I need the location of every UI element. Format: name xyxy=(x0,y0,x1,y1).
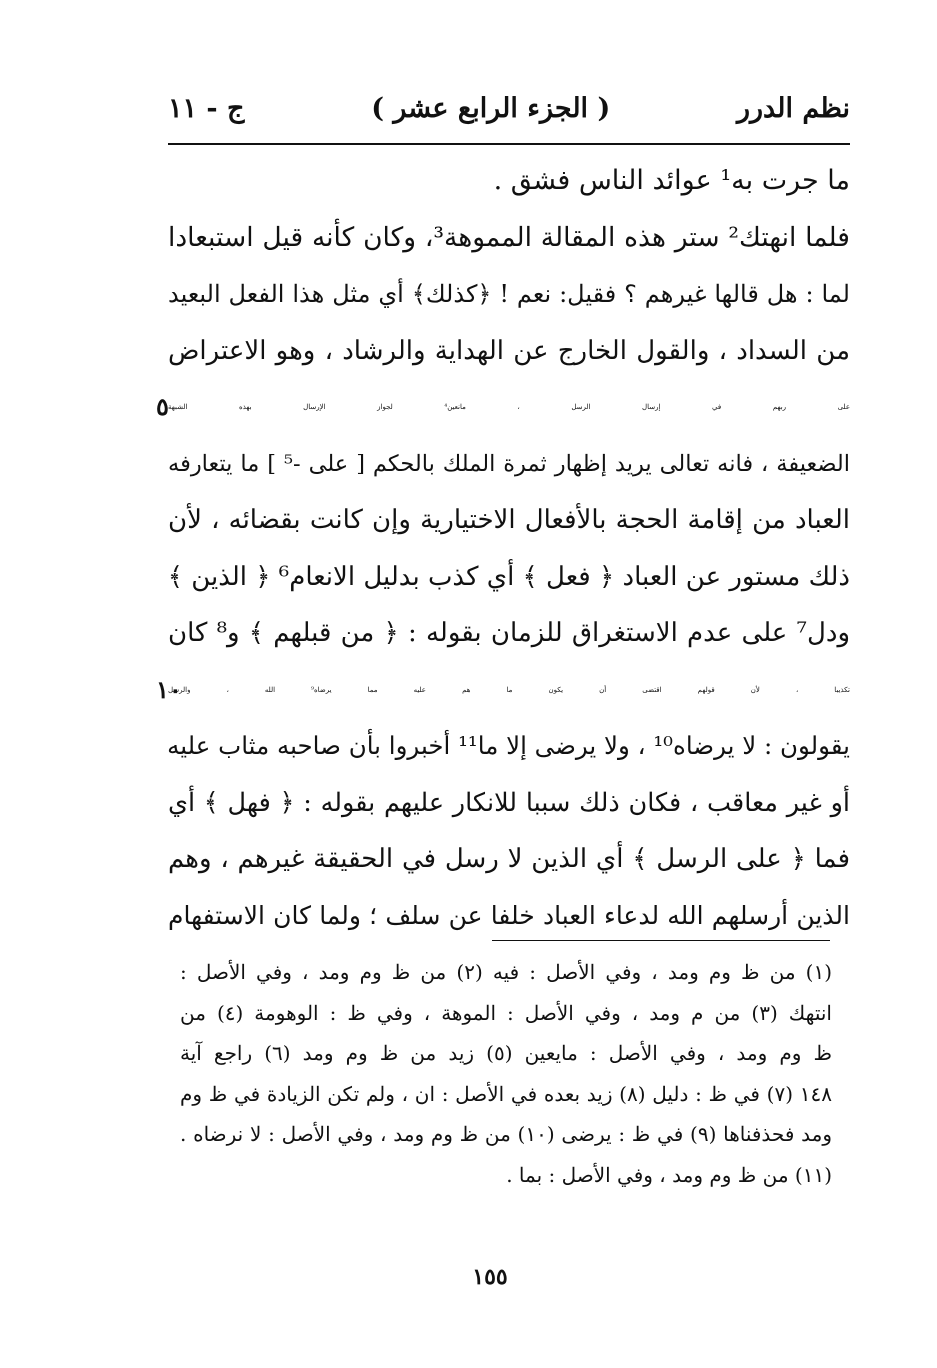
footnote-line: (١١) من ظ وم ومد ، وفي الأصل : بما . xyxy=(506,1162,832,1187)
footnote-line: ١٤٨ (٧) في ظ : دليل (٨) زيد بعده في الأصل : ان ، ولم تكن الزيادة في ظ وم xyxy=(180,1081,832,1106)
footnote-line: (١) من ظ وم ومد ، وفي الأصل : فيه (٢) من ظ وم ومد ، وفي الأصل : xyxy=(180,960,833,984)
part-label: ( الجزء الرابع عشر ) xyxy=(371,92,611,124)
footnote-divider xyxy=(492,940,830,941)
running-header xyxy=(168,86,850,130)
text-line: فما ﴿ على الرسل ﴾ أي الذين لا رسل في الحقيقة غيرهم ، وهم xyxy=(168,844,851,874)
footnote-line: انتهك (٣) من م ومد ، وفي الأصل : الموهة ، وفي ظ : الوهومة (٤) من xyxy=(180,1000,832,1025)
book-title: نظم الدرر xyxy=(736,92,850,124)
text-line: لما : هل قالها غيرهم ؟ فقيل: نعم ! ﴿كذلك﴾ أي مثل هذا الفعل البعيد xyxy=(168,280,850,308)
page-number: ١٥٥ xyxy=(472,1264,508,1290)
text-line: من السداد ، والقول الخارج عن الهداية والرشاد ، وهو الاعتراض xyxy=(168,335,850,366)
footnote-line: ومد فحذفناها (٩) في ظ : يرضى (١٠) من ظ وم ومد ، وفي الأصل : لا نرضاه . xyxy=(180,1122,833,1146)
footnote-line: ظ وم ومد ، وفي الأصل : مايعين (٥) زيد من ظ وم ومد (٦) راجع آية xyxy=(180,1041,832,1065)
text-line: يقولون : لا يرضاه¹⁰ ، ولا يرضى إلا ما¹¹ أخبروا بأن صاحبه مثاب عليه xyxy=(167,731,850,760)
line-number: ١٠ xyxy=(156,674,182,704)
header-divider xyxy=(168,143,850,145)
text-line: فلما انهتك² ستر هذه المقالة المموهة³، وكان كأنه قيل استبعادا xyxy=(168,221,850,253)
main-text xyxy=(156,153,851,944)
text-line: الذين أرسلهم الله لدعاء العباد خلفا عن سلف ؛ ولما كان الاستفهام xyxy=(168,900,850,930)
line-number: ٥ xyxy=(156,392,169,421)
text-line: على ربهم في إرسال الرسل ، مانعين⁴ لجواز الإرسال بهذه الشبهة ٥ xyxy=(168,379,850,436)
text-line: تكذيبا ، لأن قولهم اقتضى أن يكون ما هم عليه مما يرضاه⁹ الله ، والرسل ١٠ xyxy=(168,662,850,719)
text-line: أو غير معاقب ، فكان ذلك سببا للانكار عليهم بقوله : ﴿ فهل ﴾ أي xyxy=(168,787,850,818)
text-line: ذلك مستور عن العباد ﴿ فعل ﴾ أي كذب بدليل الانعام⁶ ﴿ الذين ﴾ xyxy=(167,561,850,592)
text-line: ودل⁷ على عدم الاستغراق للزمان بقوله : ﴿ من قبلهم ﴾ و⁸ كان xyxy=(168,618,850,648)
text-line: العباد من إقامة الحجة بالأفعال الاختيارية وإن كانت بقضائه ، لأن xyxy=(168,505,850,535)
volume-label: ج - ١١ xyxy=(168,92,245,124)
footnotes xyxy=(180,952,832,1195)
text-line: الضعيفة ، فانه تعالى يريد إظهار ثمرة الملك بالحكم [ على -⁵ ] ما يتعارفه xyxy=(168,450,850,477)
text-line: ما جرت به¹ عوائد الناس فشق . xyxy=(493,165,850,196)
